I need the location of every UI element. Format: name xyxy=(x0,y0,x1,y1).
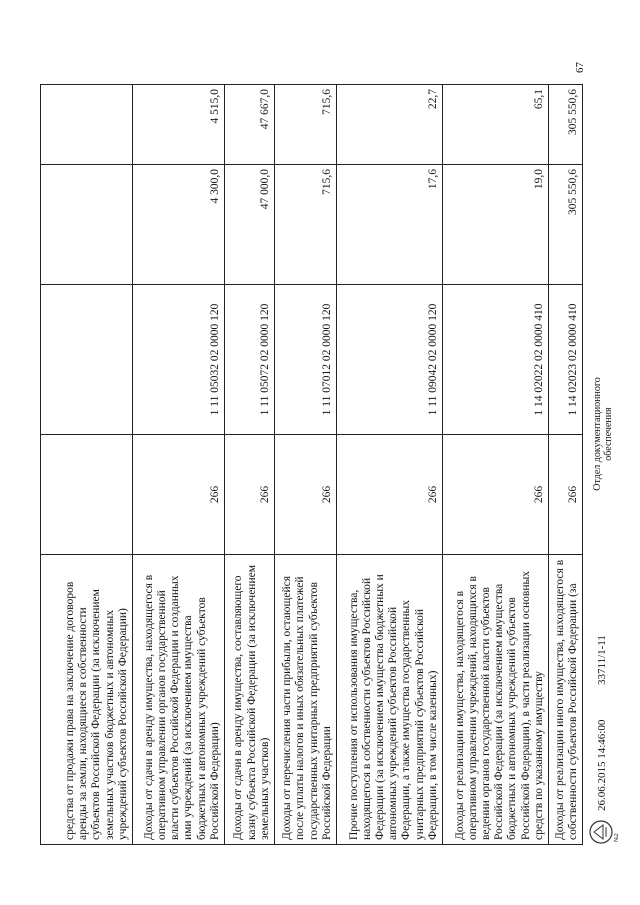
row-description: Доходы от перечисления части прибыли, остающейся после уплаты налогов и иных обязательных платежей государственных унитарных предприятий субъектов Российской Федерации xyxy=(275,555,337,845)
row-description: средства от продажи права на заключение договоров аренды за земли, находящиеся в собственности субъектов Российской Федерации (за исключением земельных участков бюджетных и автономных учреждений субъектов Российской Федерации) xyxy=(41,555,133,845)
row-executed-value xyxy=(41,85,133,165)
row-description: Доходы от сдачи в аренду имущества, находящегося в оперативном управлении органов государственной власти субъектов Российской Федерации и созданных ими учреждений (за исключением имущества бюджетных и автономных учреждений субъектов Российской Федерации) xyxy=(133,555,225,845)
row-kbk-code: 1 11 05032 02 0000 120 xyxy=(133,285,225,435)
row-kbk-code: 1 11 07012 02 0000 120 xyxy=(275,285,337,435)
row-description: Прочие поступления от использования имущества, находящегося в собственности субъектов Российской Федерации (за исключением имущества бюджетных и автономных учреждений субъектов Российской Федерации, а также имущества государственных унитарных предприятий субъектов Российской Федерации, в том числе казенных) xyxy=(337,555,443,845)
row-executed-value: 22,7 xyxy=(337,85,443,165)
registration-timestamp: 26.06.2015 14:46:00 xyxy=(596,719,608,811)
table-row xyxy=(337,85,443,845)
row-admin-code: 266 xyxy=(133,435,225,555)
row-approved-value: 305 550,6 xyxy=(549,165,583,285)
row-admin-code xyxy=(41,435,133,555)
row-admin-code: 266 xyxy=(337,435,443,555)
table-row xyxy=(549,85,583,845)
row-executed-value: 715,6 xyxy=(275,85,337,165)
revenue-table xyxy=(40,84,583,845)
row-approved-value: 47 000,0 xyxy=(225,165,275,285)
row-kbk-code xyxy=(41,285,133,435)
row-kbk-code: 1 14 02023 02 0000 410 xyxy=(549,285,583,435)
row-approved-value xyxy=(41,165,133,285)
table-row xyxy=(275,85,337,845)
row-description: Доходы от реализации имущества, находящегося в оперативном управлении учреждений, находящихся в ведении органов государственной власти субъектов Российской Федерации (за исключением имущества бюджетных и автономных учреждений субъектов Российской Федерации), в части реализации основных средств по указанному имуществу xyxy=(443,555,549,845)
table-row xyxy=(133,85,225,845)
row-approved-value: 17,6 xyxy=(337,165,443,285)
row-approved-value: 19,0 xyxy=(443,165,549,285)
table-row xyxy=(41,85,133,845)
row-description: Доходы от сдачи в аренду имущества, составляющего казну субъекта Российской Федерации (за исключением земельных участков) xyxy=(225,555,275,845)
row-kbk-code: 1 11 09042 02 0000 120 xyxy=(337,285,443,435)
row-admin-code: 266 xyxy=(443,435,549,555)
department-line-2: обеспечения xyxy=(603,407,614,461)
row-executed-value: 65,1 xyxy=(443,85,549,165)
row-approved-value: 4 300,0 xyxy=(133,165,225,285)
emblem-icon xyxy=(588,819,614,845)
row-kbk-code: 1 11 05072 02 0000 120 xyxy=(225,285,275,435)
row-executed-value: 47 667,0 xyxy=(225,85,275,165)
emblem-label: №2 xyxy=(614,833,620,842)
row-admin-code: 266 xyxy=(549,435,583,555)
row-kbk-code: 1 14 02022 02 0000 410 xyxy=(443,285,549,435)
row-description: Доходы от реализации иного имущества, находящегося в собственности субъектов Российской Федерации (за xyxy=(549,555,583,845)
table-row xyxy=(225,85,275,845)
page-number: 67 xyxy=(574,62,586,73)
row-admin-code: 266 xyxy=(225,435,275,555)
document-number: 33711/1-11 xyxy=(596,635,608,685)
row-admin-code: 266 xyxy=(275,435,337,555)
table-row xyxy=(443,85,549,845)
page-footer xyxy=(588,65,628,845)
row-executed-value: 305 550,6 xyxy=(549,85,583,165)
row-approved-value: 715,6 xyxy=(275,165,337,285)
department-name xyxy=(592,359,614,509)
row-executed-value: 4 515,0 xyxy=(133,85,225,165)
department-line-1: Отдел документационного xyxy=(592,377,603,491)
